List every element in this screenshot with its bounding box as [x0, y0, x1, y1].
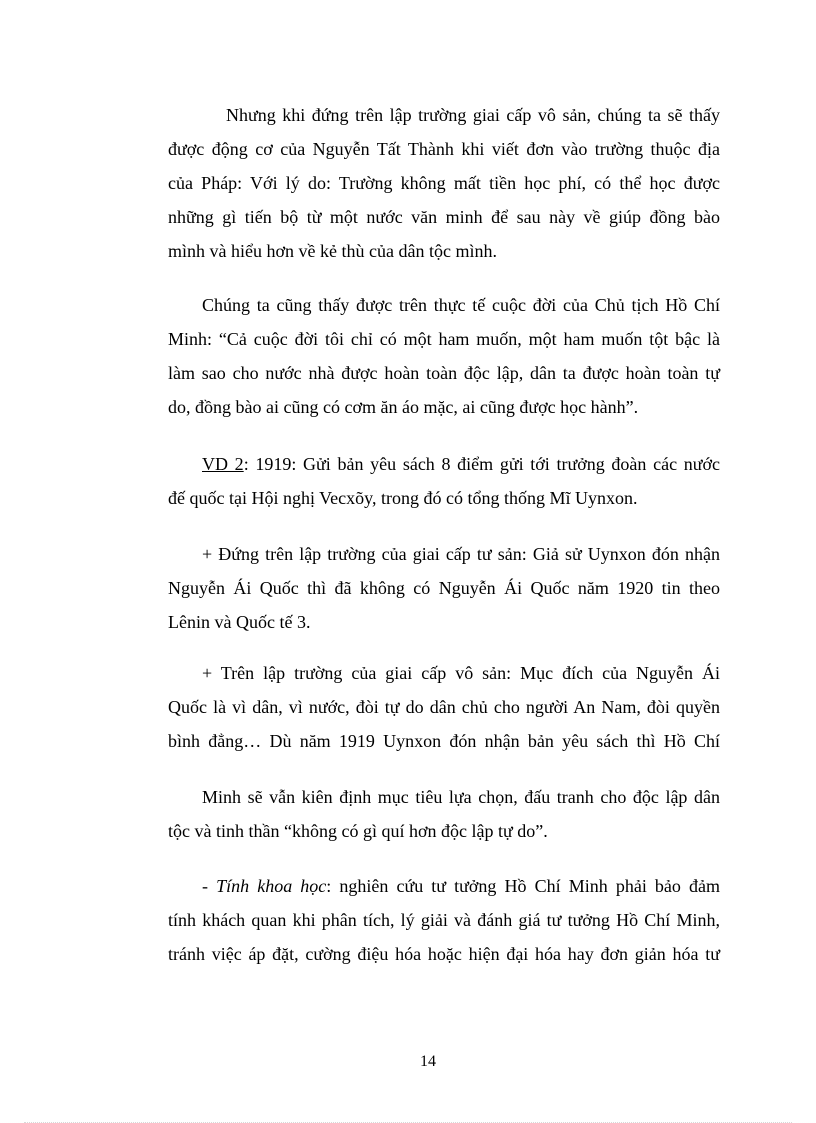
- paragraph-scientific-nature: [168, 869, 720, 971]
- line-text: + Trên lập trường của giai cấp vô sản: Mục đích của Nguyễn Ái: [202, 663, 720, 683]
- line-text: + Đứng trên lập trường của giai cấp tư sản: Giả sử Uynxon đón nhận: [202, 544, 720, 564]
- bullet-prefix: -: [202, 876, 217, 896]
- text-line: [168, 447, 720, 481]
- line-text: Chúng ta cũng thấy được trên thực tế cuộc đời của Chủ tịch Hồ Chí: [202, 295, 720, 315]
- line-text: Nhưng khi đứng trên lập trường giai cấp vô sản, chúng ta sẽ thấy: [226, 105, 720, 125]
- text-line: Nguyễn Ái Quốc thì đã không có Nguyễn Ái Quốc năm 1920 tin theo: [168, 578, 720, 598]
- paragraph-example-2: [168, 447, 720, 515]
- text-line: được động cơ của Nguyễn Tất Thành khi viết đơn vào trường thuộc địa: [168, 139, 720, 159]
- text-line: làm sao cho nước nhà được hoàn toàn độc lập, dân ta được hoàn toàn tự: [168, 363, 720, 383]
- text-line: [168, 288, 720, 322]
- paragraph-continuation: [168, 780, 720, 848]
- italic-term: Tính khoa học: [216, 876, 327, 896]
- text-line: những gì tiến bộ từ một nước văn minh để sau này về giúp đồng bào: [168, 207, 720, 227]
- text-line: [168, 98, 720, 132]
- text-line: Quốc là vì dân, vì nước, đòi tự do dân chủ cho người An Nam, đòi quyền: [168, 697, 720, 717]
- text-line: [168, 537, 720, 571]
- text-line: tránh việc áp đặt, cường điệu hóa hoặc hiện đại hóa hay đơn giản hóa tư: [168, 944, 720, 964]
- line-text: : 1919: Gửi bản yêu sách 8 điểm gửi tới trưởng đoàn các nước: [243, 454, 721, 474]
- line-text: Minh sẽ vẫn kiên định mục tiêu lựa chọn, đấu tranh cho độc lập dân: [202, 787, 720, 807]
- text-line: Minh: “Cả cuộc đời tôi chỉ có một ham muốn, một ham muốn tột bậc là: [168, 329, 720, 349]
- text-line: do, đồng bào ai cũng có cơm ăn áo mặc, ai cũng được học hành”.: [168, 397, 639, 417]
- paragraph-proletarian-view: [168, 656, 720, 758]
- text-line: tính khách quan khi phân tích, lý giải và đánh giá tư tưởng Hồ Chí Minh,: [168, 910, 720, 930]
- example-label: VD 2: [202, 454, 244, 474]
- text-line: đế quốc tại Hội nghị Vecxõy, trong đó có tổng thống Mĩ Uynxon.: [168, 488, 638, 508]
- text-line: Lênin và Quốc tế 3.: [168, 612, 311, 632]
- text-line: bình đẳng… Dù năm 1919 Uynxon đón nhận bản yêu sách thì Hồ Chí: [168, 731, 720, 751]
- text-line: [168, 780, 720, 814]
- text-line: mình và hiểu hơn về kẻ thù của dân tộc mình.: [168, 241, 497, 261]
- text-line: tộc và tinh thần “không có gì quí hơn độc lập tự do”.: [168, 821, 548, 841]
- text-line: [168, 869, 720, 903]
- text-line: [168, 656, 720, 690]
- paragraph-2: [168, 288, 720, 424]
- text-line: của Pháp: Với lý do: Trường không mất tiền học phí, có thể học được: [168, 173, 720, 193]
- paragraph-bourgeois-view: [168, 537, 720, 639]
- page-number: 14: [420, 1053, 436, 1070]
- paragraph-1: [168, 98, 720, 268]
- line-text: : nghiên cứu tư tưởng Hồ Chí Minh phải bảo đảm: [326, 876, 720, 896]
